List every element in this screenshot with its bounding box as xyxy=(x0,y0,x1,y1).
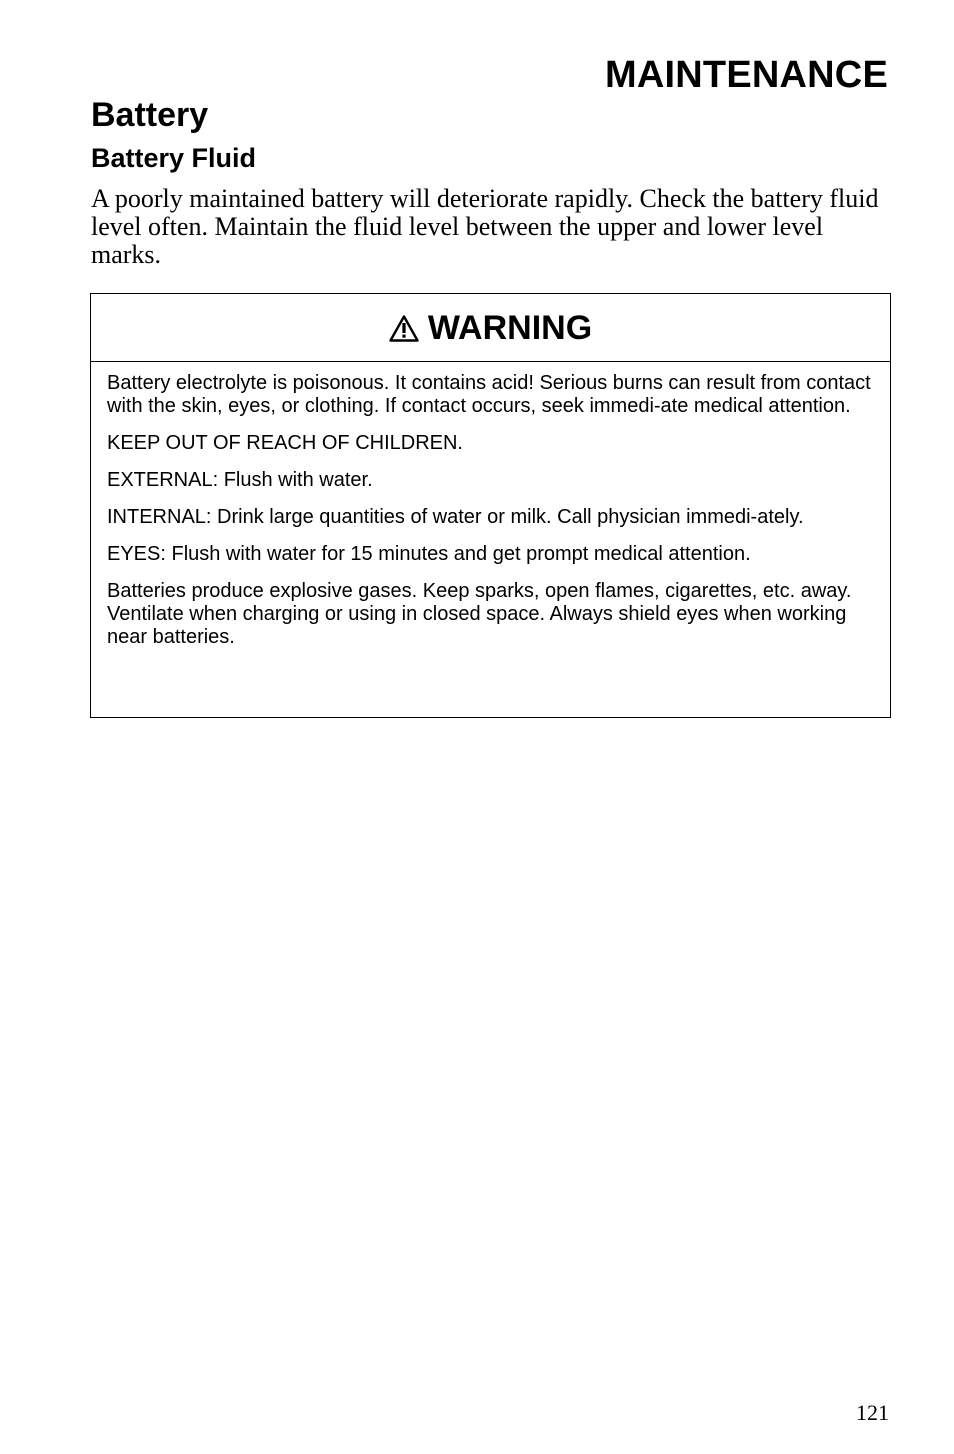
warning-paragraph: Batteries produce explosive gases. Keep sparks, open flames, cigarettes, etc. away. Ventilate when charging or using in closed space. Always shield eyes when working near batteries. xyxy=(107,580,852,648)
warning-header xyxy=(91,294,890,362)
intro-paragraph: A poorly maintained battery will deteriorate rapidly. Check the battery fluid level often. Maintain the fluid level between the upper and lower level marks. xyxy=(91,184,879,269)
warning-triangle-icon xyxy=(389,315,419,342)
warning-paragraph: KEEP OUT OF REACH OF CHILDREN. xyxy=(107,432,463,454)
warning-paragraph: INTERNAL: Drink large quantities of water or milk. Call physician immedi-ately. xyxy=(107,506,804,528)
warning-box xyxy=(90,293,891,718)
warning-body xyxy=(91,362,890,649)
page-heading: Battery xyxy=(91,96,209,134)
subheading: Battery Fluid xyxy=(91,143,257,173)
warning-paragraph: EXTERNAL: Flush with water. xyxy=(107,469,373,491)
warning-paragraph: EYES: Flush with water for 15 minutes and get prompt medical attention. xyxy=(107,543,751,565)
warning-title: WARNING xyxy=(427,308,593,347)
page-number: 121 xyxy=(856,1400,889,1425)
warning-paragraph: Battery electrolyte is poisonous. It contains acid! Serious burns can result from contact with the skin, eyes, or clothing. If contact occurs, seek immedi-ate medical attention. xyxy=(107,372,871,417)
section-title: MAINTENANCE xyxy=(605,54,888,96)
